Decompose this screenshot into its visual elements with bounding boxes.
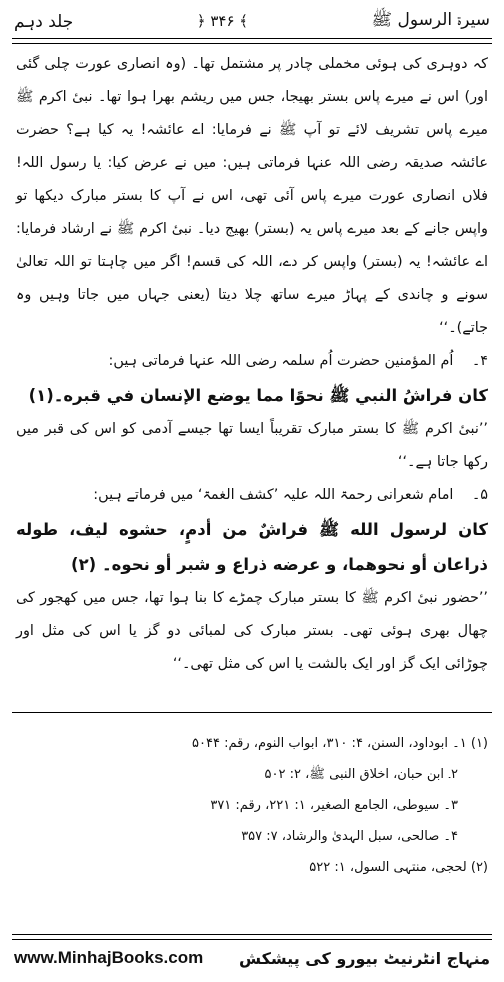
- footnote-separator: [12, 712, 492, 713]
- item-4-arabic: كان فراشُ النبي ﷺ نحوًا مما يوضع الإنسان في قبره۔(۱): [28, 386, 488, 405]
- paragraph-1: کہ دوہری کی ہوئی مخملی چادر پر مشتمل تھا۔ (وہ انصاری عورت چلی گئی اور) اس نے میرے پاس بستر بھیجا، جس میں ریشم بھرا ہوا تھا۔ نبیٔ اکرم ﷺ میرے پاس تشریف لائے تو آپ ﷺ نے فرمایا: اے عائشہ! یہ کیا ہے؟ حضرت عائشہ صدیقہ رضی اللہ عنہا فرماتی ہیں: میں نے عرض کیا: یا رسول اللہ! فلاں انصاری عورت میرے پاس آئی تھی، اس نے آپ کا بستر مبارک دیکھا تو واپس جانے کے بعد میرے پاس یہ (بستر) بھیج دیا۔ نبیٔ اکرم ﷺ نے ارشاد فرمایا: اے عائشہ! یہ (بستر) واپس کر دے، اللہ کی قسم! اگر میں چاہتا تو اللہ تعالیٰ سونے و چاندی کے پہاڑ میرے ساتھ چلا دیتا (یعنی جہاں میں جاتا وہیں وہ جاتے)۔‘‘: [16, 56, 488, 336]
- item-5-translation: ’’حضور نبیٔ اکرم ﷺ کا بستر مبارک چمڑے کا بنا ہوا تھا، جس میں کھجور کی چھال بھری ہوئی تھی۔ بستر مبارک کی لمبائی دو گز یا اس کی مثل اور چوڑائی ایک گز اور ایک بالشت یا اس کی مثل تھی۔‘‘: [16, 590, 488, 672]
- header-rule: [12, 38, 492, 44]
- page-header: [14, 6, 490, 36]
- item-4-intro-text: اُم المؤمنین حضرت اُم سلمہ رضی اللہ عنہا فرماتی ہیں:: [108, 353, 454, 369]
- item-4-translation: ’’نبیٔ اکرم ﷺ کا بستر مبارک تقریباً ایسا تھا جیسے آدمی کو اس کی قبر میں رکھا جاتا ہے۔‘‘: [16, 421, 488, 470]
- footnote-1: [18, 728, 488, 759]
- footnote-2-label: (۲): [470, 860, 488, 875]
- footnotes: [18, 728, 488, 883]
- item-5-number: ۵۔: [471, 487, 488, 503]
- footnote-2: [18, 852, 488, 883]
- main-text: [16, 48, 488, 681]
- volume-label: جلد دہم: [14, 11, 74, 32]
- item-5-intro: [16, 479, 488, 512]
- footer-rule: [12, 934, 492, 940]
- footnote-1-ref-1: ۱۔ ابوداود، السنن، ۴: ۳۱۰، ابواب النوم، رقم: ۵۰۴۴: [192, 736, 467, 751]
- page-footer: [14, 943, 490, 973]
- item-5-intro-text: امام شعرانی رحمۃ اللہ علیہ ’کشف الغمۃ‘ میں فرماتے ہیں:: [93, 487, 454, 503]
- item-4-intro: [16, 345, 488, 378]
- footnote-1-label: (۱): [470, 736, 488, 751]
- page-number: ﴿ ۳۴۶ ﴾: [196, 12, 249, 30]
- book-title: سیرۃ الرسول ﷺ: [371, 9, 490, 30]
- footnote-2-ref-1: لحجی، منتہی السول، ۱: ۵۲۲: [309, 860, 467, 875]
- item-4-number: ۴۔: [471, 353, 488, 369]
- website-link[interactable]: www.MinhajBooks.com: [14, 948, 204, 967]
- footnote-1-ref-3: ۳۔ سیوطی، الجامع الصغیر، ۱: ۲۲۱، رقم: ۳۷۱: [210, 798, 458, 813]
- footnote-1-ref-2: ۲۔ ابن حبان، اخلاق النبی ﷺ، ۲: ۵۰۲: [264, 767, 458, 782]
- item-5-arabic: كان لرسول الله ﷺ فراشٌ من أدمٍ، حشوه ليف، طوله ذراعان أو نحوهما، و عرضه ذراع و شبر أو نحوه۔ (۲): [16, 520, 488, 574]
- publisher-credit: منہاج انٹرنیٹ بیورو کی پیشکش: [238, 948, 490, 968]
- footnote-1-ref-4: ۴۔ صالحی، سبل الہدیٰ والرشاد، ۷: ۳۵۷: [241, 829, 458, 844]
